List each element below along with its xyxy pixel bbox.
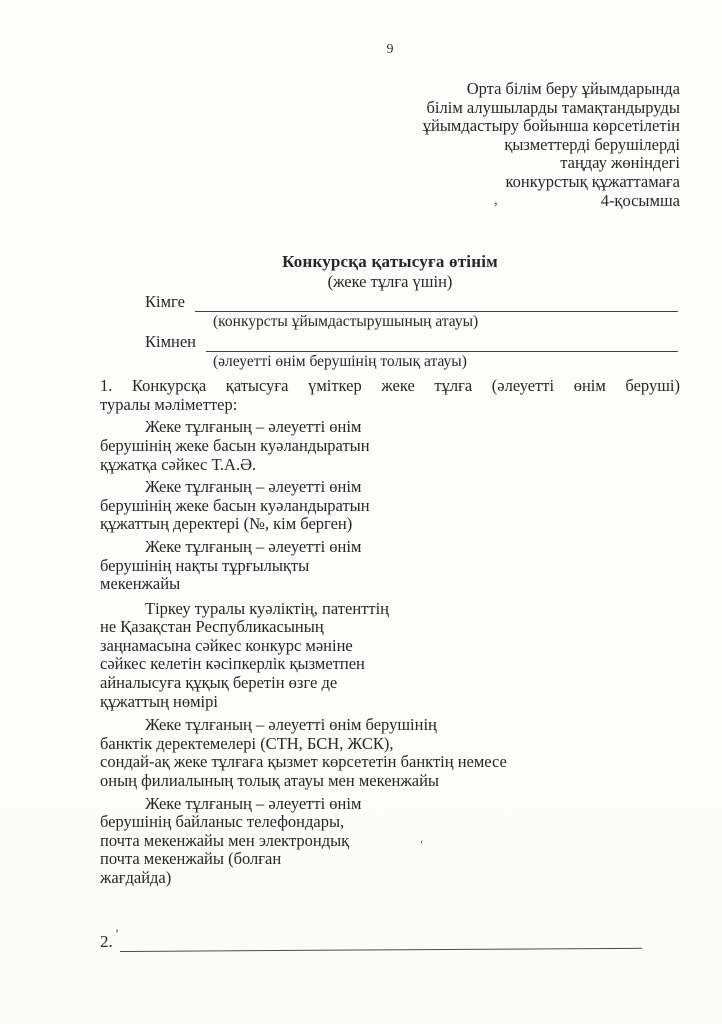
appendix-line: таңдау жөніндегі bbox=[560, 153, 680, 173]
field-line: Жеке тұлғаның – әлеуетті өнім bbox=[145, 536, 362, 556]
field-line: құжаттың деректері (№, кім берген) bbox=[100, 514, 353, 534]
scan-artifact-comma: , bbox=[494, 192, 498, 208]
field-id-document bbox=[100, 478, 680, 534]
field-line: почта мекенжайы мен электрондық bbox=[100, 830, 350, 850]
document-subtitle: (жеке тұлға үшін) bbox=[327, 272, 453, 292]
field-line: айналысуға құқық беретін өзге де bbox=[100, 673, 338, 693]
scan-artifact-apostrophe: ’ bbox=[114, 926, 120, 941]
field-contact-info bbox=[100, 795, 680, 888]
field-line: мекенжайы bbox=[100, 574, 181, 594]
field-line: берушінің жеке басын куәландыратын bbox=[100, 435, 370, 455]
section2-blank-line bbox=[120, 933, 642, 952]
field-line: Жеке тұлғаның – әлеуетті өнім берушінің bbox=[145, 715, 437, 735]
field-line: берушінің байланыс телефондары, bbox=[100, 812, 345, 832]
field-line: не Қазақстан Республикасының bbox=[100, 617, 324, 637]
field-line: берушінің нақты тұрғылықты bbox=[100, 555, 310, 575]
sender-hint: (әлеуетті өнім берушінің толық атауы) bbox=[213, 353, 467, 371]
field-line: сәйкес келетін кәсіпкерлік қызметпен bbox=[100, 654, 365, 674]
addressee-hint: (конкурсты ұйымдастырушының атауы) bbox=[213, 313, 479, 331]
page-number: 9 bbox=[386, 42, 394, 57]
field-line: Жеке тұлғаның – әлеуетті өнім bbox=[145, 477, 362, 497]
section1-intro-line: туралы мәліметтер: bbox=[100, 394, 238, 414]
field-line: заңнамасына сәйкес конкурс мәніне bbox=[100, 635, 353, 655]
field-line: банктік деректемелері (СТН, БСН, ЖСК), bbox=[100, 733, 394, 753]
field-bank-details bbox=[100, 716, 680, 790]
field-line: жағдайда) bbox=[100, 868, 172, 887]
addressee-blank-line bbox=[195, 294, 678, 312]
field-line: Жеке тұлғаның – әлеуетті өнім bbox=[145, 417, 362, 437]
section2-number: 2. bbox=[100, 932, 113, 951]
document-title: Конкурсқа қатысуға өтінім bbox=[282, 252, 498, 272]
section1-intro bbox=[100, 377, 680, 414]
sender-row bbox=[100, 332, 680, 352]
appendix-line: конкурстық құжаттамаға bbox=[505, 171, 680, 191]
scan-artifact-tick: ‘ bbox=[417, 836, 425, 852]
field-line: почта мекенжайы (болған bbox=[100, 849, 282, 869]
field-line: оның филиалының толық атауы мен мекенжайы bbox=[100, 771, 439, 791]
appendix-line: ұйымдастыру бойынша көрсетілетін bbox=[422, 116, 680, 136]
appendix-line: қызметтерді берушілерді bbox=[504, 134, 680, 154]
sender-label: Кімнен bbox=[145, 332, 197, 352]
appendix-line: білім алушыларды тамақтандыруды bbox=[426, 97, 680, 117]
field-full-name bbox=[100, 418, 680, 474]
section1-intro-line: 1. Конкурсқа қатысуға үміткер жеке тұлға (әлеуетті өнім беруші) bbox=[100, 376, 680, 396]
appendix-reference-block bbox=[100, 80, 680, 210]
addressee-label: Кімге bbox=[145, 292, 185, 312]
section2-row bbox=[100, 926, 642, 952]
field-residence-address bbox=[100, 538, 680, 594]
field-line: құжаттың нөмірі bbox=[100, 691, 218, 711]
appendix-line: Орта білім беру ұйымдарында bbox=[466, 79, 680, 98]
field-line: Тіркеу туралы куәліктің, патенттің bbox=[145, 598, 389, 618]
document-title-block bbox=[100, 252, 680, 291]
addressee-row bbox=[100, 292, 680, 312]
sender-blank-line bbox=[206, 334, 678, 352]
field-line: берушінің жеке басын куәландыратын bbox=[100, 495, 370, 515]
appendix-line: 4-қосымша bbox=[600, 190, 680, 210]
field-registration-certificate bbox=[100, 600, 680, 712]
field-line: құжатқа сәйкес Т.А.Ә. bbox=[100, 454, 257, 474]
field-line: сондай-ақ жеке тұлғаға қызмет көрсететін банктің немесе bbox=[100, 752, 507, 772]
field-line: Жеке тұлғаның – әлеуетті өнім bbox=[145, 793, 362, 813]
